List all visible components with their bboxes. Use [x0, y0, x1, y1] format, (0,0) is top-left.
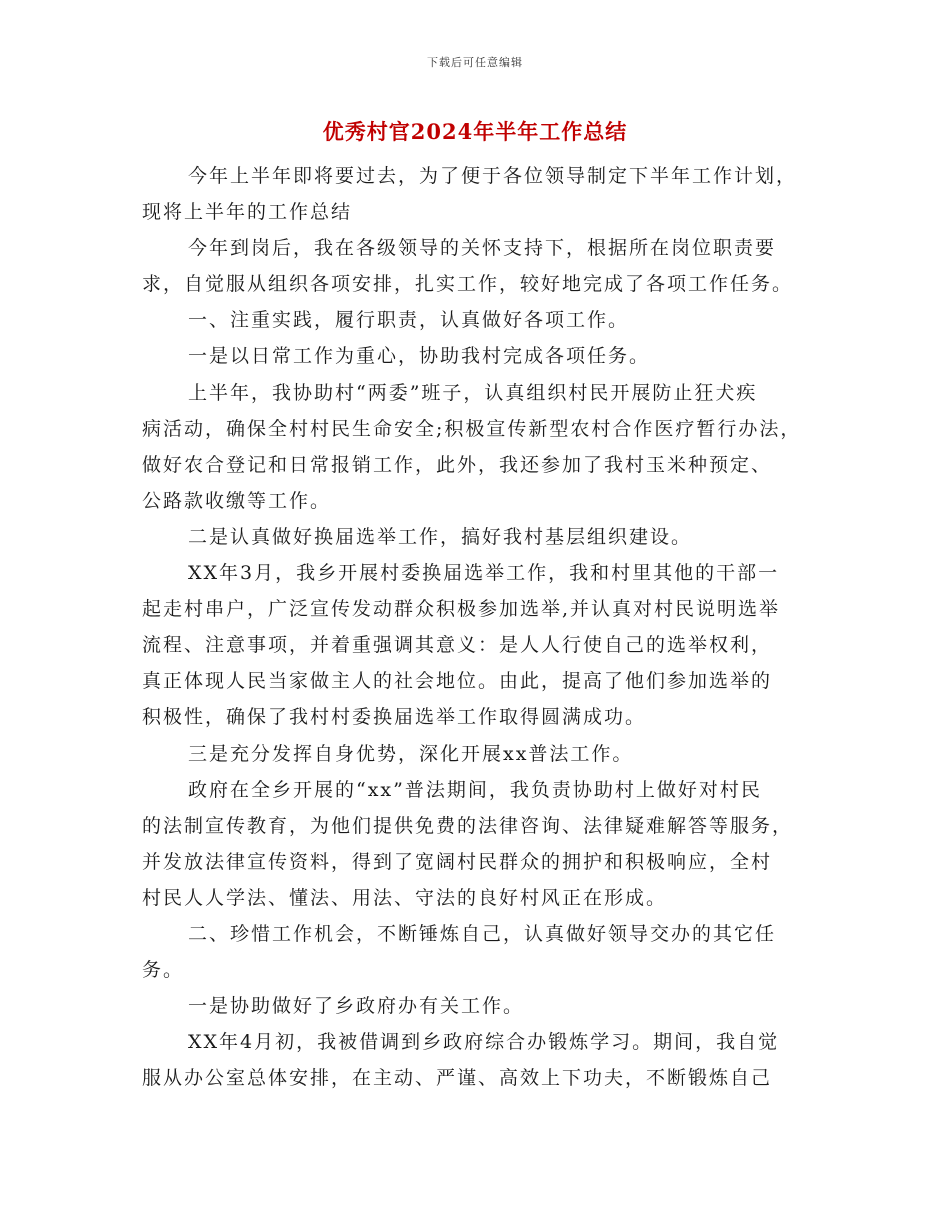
text-line: 今年上半年即将要过去，为了便于各位领导制定下半年工作计划， [188, 165, 798, 187]
text-line: 村民人人学法、懂法、用法、守法的良好村风正在形成。 [142, 886, 668, 909]
subsection-heading: 三是充分发挥自身优势，深化开展xx普法工作。 [188, 742, 634, 765]
text-line: XX年3月，我乡开展村委换届选举工作，我和村里其他的干部一 [188, 562, 780, 585]
text-line: 今年到岗后，我在各级领导的关怀支持下，根据所在岗位职责要 [188, 237, 777, 260]
text-line: 服从办公室总体安排，在主动、严谨、高效上下功夫，不断锻炼自己 [142, 1067, 773, 1090]
text-line: 积极性，确保了我村村委换届选举工作取得圆满成功。 [142, 706, 647, 729]
section-heading: 二、珍惜工作机会，不断锤炼自己，认真做好领导交办的其它任 [188, 922, 777, 945]
text-line: 现将上半年的工作总结 [142, 201, 353, 224]
text-line: 公路款收缴等工作。 [142, 489, 332, 512]
text-line: 做好农合登记和日常报销工作，此外，我还参加了我村玉米种预定、 [142, 453, 773, 476]
text-line: 流程、注意事项，并着重强调其意义：是人人行使自己的选举权利， [142, 634, 773, 657]
subsection-heading: 一是协助做好了乡政府办有关工作。 [188, 995, 525, 1018]
subsection-heading: 一是以日常工作为重心，协助我村完成各项任务。 [188, 345, 651, 368]
text-line: 的法制宣传教育，为他们提供免费的法律咨询、法律疑难解答等服务， [142, 814, 794, 837]
document-body [142, 158, 814, 1096]
section-heading: 一、注重实践，履行职责，认真做好各项工作。 [188, 309, 630, 332]
text-line: 并发放法律宣传资料，得到了宽阔村民群众的拥护和积极响应，全村 [142, 850, 773, 873]
text-line: 政府在全乡开展的“xx”普法期间，我负责协助村上做好对村民 [188, 778, 762, 801]
document-title: 优秀村官2024年半年工作总结 [322, 119, 628, 144]
text-line: 真正体现人民当家做主人的社会地位。由此，提高了他们参加选举的 [142, 670, 773, 693]
text-line: 病活动，确保全村村民生命安全;积极宣传新型农村合作医疗暂行办法， [142, 417, 802, 440]
text-line: 务。 [142, 959, 185, 982]
subsection-heading: 二是认真做好换届选举工作，搞好我村基层组织建设。 [188, 525, 693, 548]
text-line: 上半年，我协助村“两委”班子，认真组织村民开展防止狂犬疾 [188, 381, 758, 404]
text-line: 求，自觉服从组织各项安排，扎实工作，较好地完成了各项工作任务。 [142, 273, 794, 296]
text-line: XX年4月初，我被借调到乡政府综合办锻炼学习。期间，我自觉 [188, 1031, 780, 1054]
text-line: 起走村串户，广泛宣传发动群众积极参加选举,并认真对村民说明选举 [142, 598, 781, 621]
header-note: 下载后可任意编辑 [427, 56, 523, 69]
